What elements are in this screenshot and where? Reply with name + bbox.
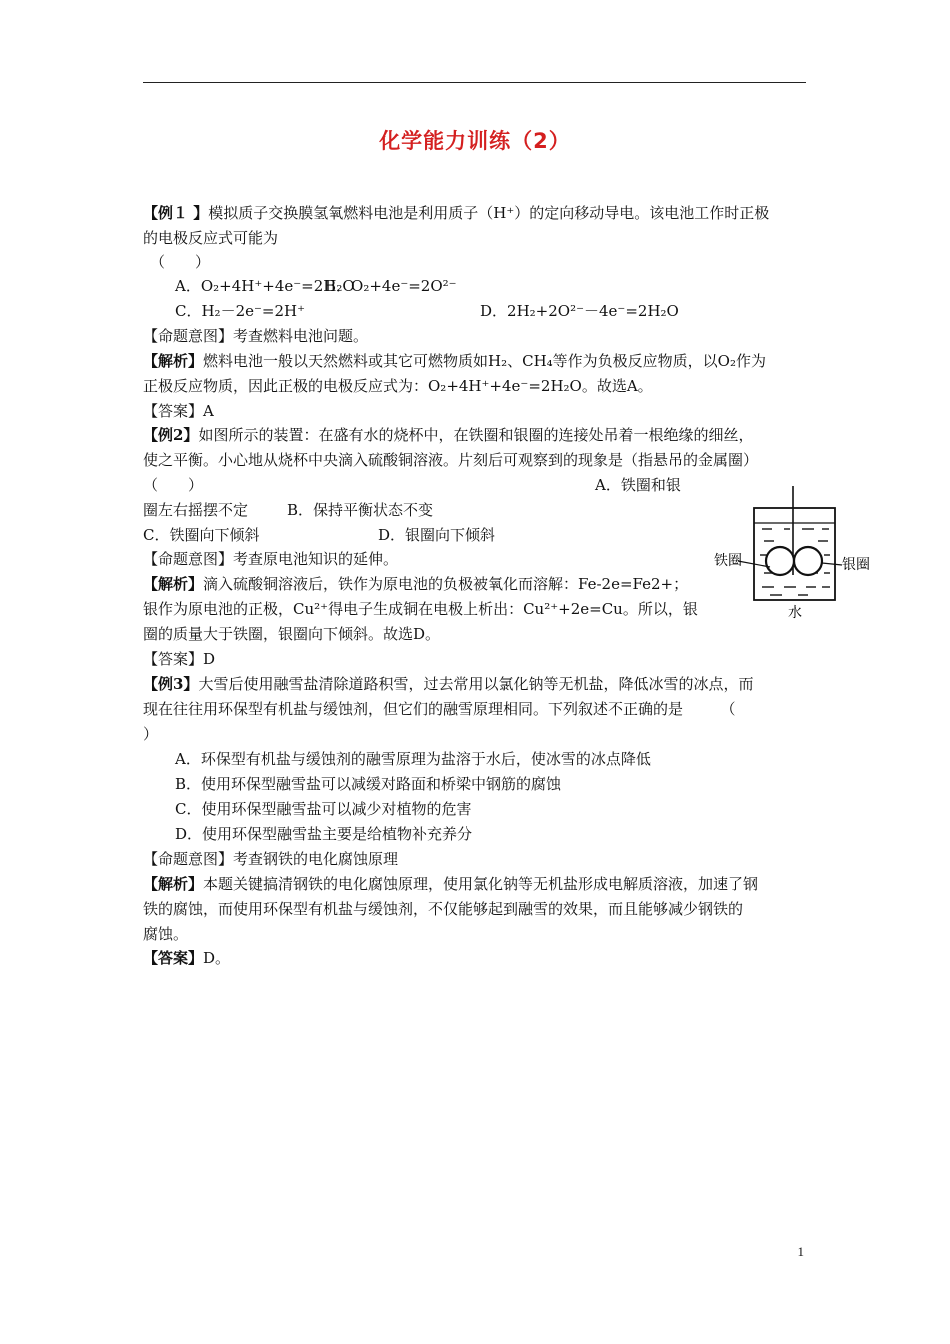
silver-ring-label: 银圈 [842,557,870,573]
ex1-analysis-line-1 [143,351,766,371]
ex1-question-line-1 [143,203,769,223]
ex1-analysis-tag: 【解析】 [143,352,204,370]
ex2-option-a-part-1: A．铁圈和银 [595,476,681,494]
ex1-option-c: C．H₂－2e⁻=2H⁺ [175,302,306,320]
ex2-answer-value: D [203,650,216,668]
ex1-option-a: A．O₂+4H⁺+4e⁻=2H₂O [175,277,355,295]
ex2-paren: （ ） [143,476,204,494]
ex1-answer-value: A [203,402,214,420]
ex1-option-b: B．O₂+4e⁻=2O²⁻ [325,277,457,295]
ex3-answer-value: D。 [203,949,231,967]
ex3-option-b: B．使用环保型融雪盐可以减缓对路面和桥梁中钢筋的腐蚀 [175,775,562,793]
beaker-outline [754,508,835,600]
ex1-question-line-2: 的电极反应式可能为 [143,229,279,247]
page-title: 化学能力训练（2） [379,129,571,153]
iron-ring [766,547,794,575]
ex2-intent-tag: 【命题意图】 [143,550,234,568]
ex3-analysis-1: 本题关键搞清钢铁的电化腐蚀原理，使用氯化钠等无机盐形成电解质溶液，加速了钢 [203,875,759,893]
ex1-answer-tag: 【答案】 [143,402,204,420]
ex1-intent [143,326,368,346]
ex3-analysis-tag: 【解析】 [143,875,204,893]
ex1-intent-tag: 【命题意图】 [143,327,234,345]
ex2-answer-tag: 【答案】 [143,650,204,668]
ex3-question-line-2: 现在往往用环保型有机盐与缓蚀剂，但它们的融雪原理相同。下列叙述不正确的是 （ [143,700,736,718]
silver-pointer [822,563,842,565]
ex2-analysis-line-1 [143,574,688,594]
ex3-option-a: A．环保型有机盐与缓蚀剂的融雪原理为盐溶于水后，使冰雪的冰点降低 [175,750,651,768]
ex3-q1: 大雪后使用融雪盐清除道路积雪，过去常用以氯化钠等无机盐，降低冰雪的冰点，而 [198,675,754,693]
ex3-analysis-line-2: 铁的腐蚀，而使用环保型有机盐与缓蚀剂，不仅能够起到融雪的效果，而且能够减少钢铁的 [143,900,744,918]
iron-ring-label: 铁圈 [714,553,742,569]
ex3-intent-text: 考查钢铁的电化腐蚀原理 [233,850,399,868]
water-label: 水 [788,605,802,621]
ex1-analysis-1: 燃料电池一般以天然燃料或其它可燃物质如H₂、CH₄等作为负极反应物质，以O₂作为 [203,352,766,370]
ex2-question-line-1 [143,425,753,445]
ex1-q1: 模拟质子交换膜氢氧燃料电池是利用质子（H⁺）的定向移动导电。该电池工作时正极 [208,204,770,222]
ex2-analysis-tag: 【解析】 [143,575,204,593]
ex3-option-c: C．使用环保型融雪盐可以减少对植物的危害 [175,800,472,818]
page-number: 1 [797,1244,804,1259]
header-rule [143,82,806,83]
ex1-paren: （ ） [150,253,211,271]
ex2-head: 【例2】 [143,426,199,444]
silver-ring [794,547,822,575]
ex2-analysis-line-3: 圈的质量大于铁圈，银圈向下倾斜。故选D。 [143,625,441,643]
ex2-q1: 如图所示的装置：在盛有水的烧杯中，在铁圈和银圈的连接处吊着一根绝缘的细丝， [198,426,754,444]
ex3-analysis-line-1 [143,874,758,894]
ex1-intent-text: 考查燃料电池问题。 [233,327,369,345]
ex3-answer [143,948,230,968]
ex1-option-d: D．2H₂+2O²⁻－4e⁻=2H₂O [480,302,679,320]
ex3-head: 【例3】 [143,675,199,693]
ex3-question-line-3: ） [143,725,159,743]
ex3-answer-tag: 【答案】 [143,949,204,967]
ex3-question-line-1 [143,674,753,694]
ex2-answer [143,649,215,669]
ex2-intent-text: 考查原电池知识的延伸。 [233,550,399,568]
ex3-intent-tag: 【命题意图】 [143,850,234,868]
ex2-analysis-line-2: 银作为原电池的正极，Cu²⁺得电子生成铜在电极上析出：Cu²⁺+2e=Cu。所以，银 [143,600,698,618]
ex1-head: 【例１ 】 [143,204,209,222]
ex3-analysis-line-3: 腐蚀。 [143,925,189,943]
beaker-diagram [712,483,872,623]
ex1-answer [143,401,214,421]
ex2-option-d: D．银圈向下倾斜 [378,526,496,544]
ex1-analysis-line-2: 正极反应物质，因此正极的电极反应式为：O₂+4H⁺+4e⁻=2H₂O。故选A。 [143,377,653,395]
ex2-option-c: C．铁圈向下倾斜 [143,526,260,544]
ex3-option-d: D．使用环保型融雪盐主要是给植物补充养分 [175,825,473,843]
ex2-intent [143,549,398,569]
ex2-option-b: B．保持平衡状态不变 [287,501,434,519]
ex2-analysis-1: 滴入硫酸铜溶液后，铁作为原电池的负极被氧化而溶解：Fe-2e=Fe2+； [203,575,689,593]
ex2-option-a-part-2: 圈左右摇摆不定 [143,501,249,519]
ex2-question-line-2: 使之平衡。小心地从烧杯中央滴入硫酸铜溶液。片刻后可观察到的现象是（指悬吊的金属圈） [143,451,759,469]
ex3-intent [143,849,398,869]
